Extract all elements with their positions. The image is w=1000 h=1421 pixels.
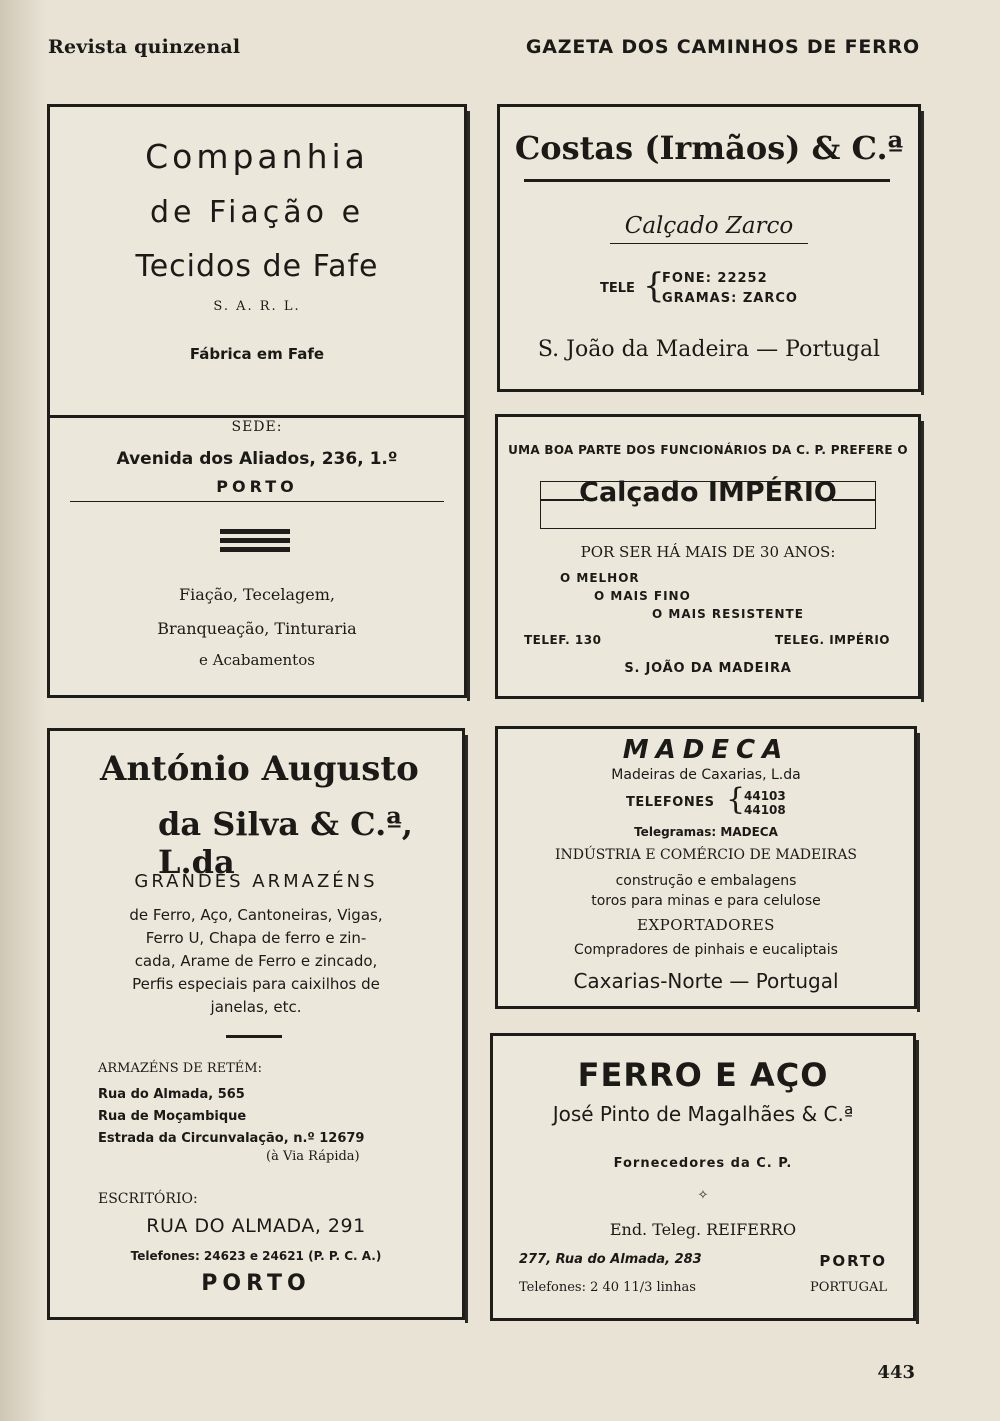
- ad2-fone: FONE: 22252: [662, 271, 768, 286]
- ad1-factory: Fábrica em Fafe: [189, 345, 325, 363]
- ad1-thin-rule: [70, 501, 444, 502]
- ad4-name-line1: António Augusto: [100, 749, 419, 789]
- ad6-ornament: ✧: [697, 1188, 709, 1203]
- ad4-warehouse-label: ARMAZÉNS DE RETÉM:: [98, 1061, 262, 1076]
- ad4-body-line3: cada, Arame de Ferro e zincado,: [134, 952, 378, 970]
- header-right: GAZETA DOS CAMINHOS DE FERRO: [525, 36, 920, 58]
- ad3-telef: TELEF. 130: [524, 633, 602, 647]
- ad6-name: José Pinto de Magalhães & C.ª: [552, 1102, 854, 1126]
- ad5-location: Caxarias-Norte — Portugal: [573, 969, 839, 993]
- ad1-services-line2: Branqueação, Tinturaria: [157, 619, 357, 638]
- ad4-rule: [226, 1035, 282, 1038]
- ad5-exporters: EXPORTADORES: [637, 916, 775, 934]
- ad2-tele-label: TELE: [600, 281, 635, 296]
- ad4-warehouse3-note: (à Via Rápida): [266, 1149, 360, 1164]
- ad5-line1: construção e embalagens: [615, 873, 797, 889]
- ad3-point1: O MELHOR: [560, 571, 640, 585]
- ad5-telegramas: Telegramas: MADECA: [634, 825, 778, 839]
- ad1-thick-rule-3: [220, 547, 290, 552]
- ad4-city: PORTO: [201, 1271, 311, 1296]
- ad4-office-label: ESCRITÓRIO:: [98, 1191, 198, 1207]
- ad6-address: 277, Rua do Almada, 283: [519, 1252, 702, 1267]
- ad-calcado-imperio: [495, 414, 921, 699]
- ad1-city: PORTO: [216, 477, 298, 496]
- page-spine-shadow: [0, 0, 46, 1421]
- ad2-product-underline: [610, 243, 808, 244]
- ad3-point3: O MAIS RESISTENTE: [652, 607, 804, 621]
- ad1-divider: [50, 415, 464, 418]
- ad3-product: Calçado IMPÉRIO: [579, 477, 837, 508]
- ad4-headline: GRANDES ARMAZÉNS: [134, 871, 378, 892]
- ad4-warehouse3: Estrada da Circunvalação, n.º 12679: [98, 1131, 365, 1146]
- ad4-warehouse1: Rua do Almada, 565: [98, 1087, 245, 1102]
- ad1-legal: S. A. R. L.: [213, 299, 301, 314]
- ad2-brace: {: [643, 266, 665, 306]
- ad5-tel2: 44108: [744, 803, 786, 817]
- ad6-city: PORTO: [819, 1252, 887, 1270]
- ad-madeca: [495, 726, 917, 1009]
- ad6-teleg: End. Teleg. REIFERRO: [609, 1220, 797, 1239]
- ad2-product: Calçado Zarco: [624, 213, 794, 239]
- ad1-name-line1: Companhia: [145, 137, 369, 176]
- ad5-name: Madeiras de Caxarias, L.da: [611, 767, 801, 783]
- ad4-body-line5: janelas, etc.: [210, 998, 302, 1016]
- ad1-name-line2: de Fiação e: [149, 195, 365, 230]
- ad5-brand: MADECA: [622, 735, 790, 765]
- ad1-services-line1: Fiação, Tecelagem,: [178, 585, 335, 604]
- ad1-address: Avenida dos Aliados, 236, 1.º: [116, 449, 398, 469]
- ad5-tel1: 44103: [744, 789, 786, 803]
- ad2-location: S. João da Madeira — Portugal: [537, 337, 881, 362]
- ad3-intro: UMA BOA PARTE DOS FUNCIONÁRIOS DA C. P. PREFERE O: [508, 443, 908, 457]
- ad4-warehouse2: Rua de Moçambique: [98, 1109, 247, 1124]
- ad4-office-address: RUA DO ALMADA, 291: [146, 1215, 366, 1237]
- ad4-phones: Telefones: 24623 e 24621 (P. P. C. A.): [130, 1249, 382, 1263]
- ad-costas-irmaos: [497, 104, 921, 392]
- ad5-activity: INDÚSTRIA E COMÉRCIO DE MADEIRAS: [554, 847, 858, 863]
- ad-antonio-augusto: [47, 728, 465, 1320]
- page-number: 443: [877, 1362, 915, 1383]
- ad-companhia-fiacao: [47, 104, 467, 698]
- ad1-name-line3: Tecidos de Fafe: [135, 249, 379, 284]
- ad1-services-line3: e Acabamentos: [199, 651, 315, 669]
- ad3-point2: O MAIS FINO: [594, 589, 691, 603]
- ad2-rule: [524, 179, 890, 182]
- header-left: Revista quinzenal: [48, 36, 241, 58]
- ad1-thick-rule-1: [220, 529, 290, 534]
- ad6-headline: FERRO E AÇO: [577, 1056, 829, 1094]
- ad6-country: PORTUGAL: [810, 1280, 887, 1295]
- ad1-sede-label: SEDE:: [231, 419, 283, 435]
- ad3-teleg: TELEG. IMPÉRIO: [774, 633, 890, 647]
- ad-ferro-e-aco: [490, 1033, 916, 1321]
- ad5-buyers: Compradores de pinhais e eucaliptais: [574, 942, 838, 958]
- ad4-body-line2: Ferro U, Chapa de ferro e zin-: [145, 929, 367, 947]
- ad2-name: Costas (Irmãos) & C.ª: [514, 129, 904, 167]
- ad5-line2: toros para minas e para celulose: [591, 893, 821, 909]
- ad5-brace: {: [726, 782, 746, 817]
- ad4-body-line1: de Ferro, Aço, Cantoneiras, Vigas,: [129, 906, 383, 924]
- ad3-reason: POR SER HÁ MAIS DE 30 ANOS:: [580, 543, 836, 561]
- ad3-city: S. JOÃO DA MADEIRA: [624, 661, 792, 676]
- ad4-body-line4: Perfis especiais para caixilhos de: [132, 975, 380, 993]
- ad4-name-line2: da Silva & C.ª, L.da: [158, 805, 413, 881]
- ad1-thick-rule-2: [220, 538, 290, 543]
- ad6-supplier: Fornecedores da C. P.: [613, 1156, 793, 1171]
- ad5-telefones-label: TELEFONES: [626, 795, 715, 810]
- ad6-phones: Telefones: 2 40 11/3 linhas: [519, 1280, 696, 1295]
- ad2-gramas: GRAMAS: ZARCO: [662, 291, 798, 306]
